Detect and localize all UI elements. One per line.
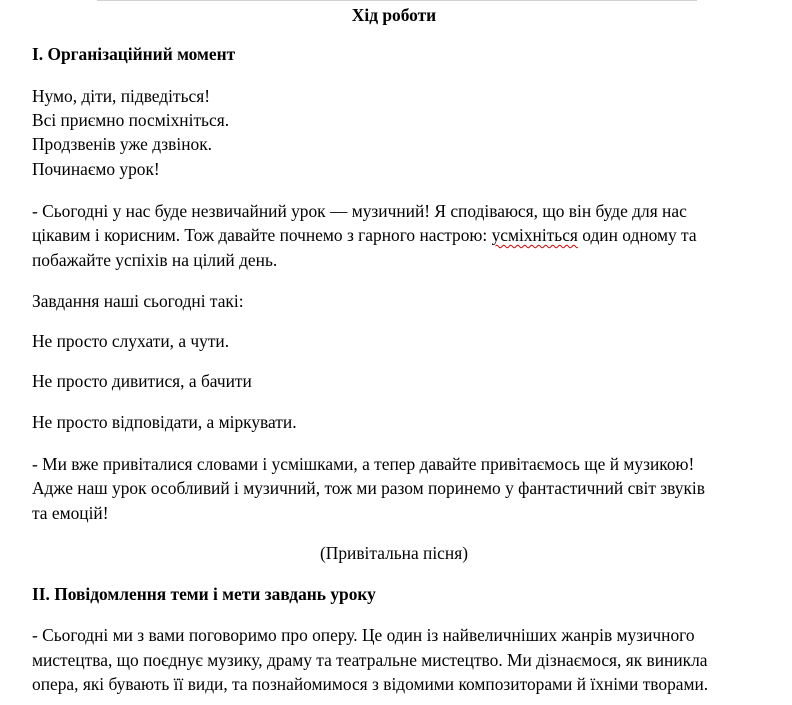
song-note: (Привітальна пісня)	[319, 543, 469, 563]
greeting-paragraph-line: та емоцій!	[32, 503, 109, 523]
page-top-border	[97, 0, 697, 1]
intro-paragraph-line: побажайте успіхів на цілий день.	[32, 250, 278, 270]
poem-line: Нумо, діти, підведіться!	[32, 86, 211, 106]
poem-line: Починаємо урок!	[32, 159, 160, 179]
document-title: Хід роботи	[351, 5, 437, 25]
section-heading-topic: ІІ. Повідомлення теми і мети завдань уроку	[32, 584, 376, 604]
poem-line: Продзвенів уже дзвінок.	[32, 134, 212, 154]
topic-paragraph-line: опера, які бувають її види, та познайомимося з відомими композиторами й їхніми творами.	[32, 674, 709, 694]
topic-paragraph-line: - Сьогодні ми з вами поговоримо про оперу. Це один із найвеличніших жанрів музичного	[32, 625, 695, 645]
poem-line: Всі приємно посміхніться.	[32, 110, 230, 130]
greeting-paragraph-line: Адже наш урок особливий і музичний, тож ми разом поринемо у фантастичний світ звуків	[32, 478, 705, 498]
intro-text-after: один одному та	[577, 225, 697, 245]
task-item: Не просто слухати, а чути.	[32, 331, 230, 351]
topic-paragraph-line: мистецтва, що поєднує музику, драму та театральне мистецтво. Ми дізнаємося, як виникла	[32, 650, 708, 670]
section-heading-organizational: І. Організаційний момент	[32, 44, 236, 64]
tasks-intro: Завдання наші сьогодні такі:	[32, 291, 244, 311]
task-item: Не просто відповідати, а міркувати.	[32, 412, 297, 432]
intro-paragraph-line	[32, 224, 697, 246]
task-item: Не просто дивитися, а бачити	[32, 371, 252, 391]
intro-text-before: цікавим і корисним. Тож давайте почнемо з гарного настрою:	[32, 225, 492, 245]
intro-paragraph-line: - Сьогодні у нас буде незвичайний урок — музичний! Я сподіваюся, що він буде для нас	[32, 201, 687, 221]
greeting-paragraph-line: - Ми вже привіталися словами і усмішками, а тепер давайте привітаємось ще й музикою!	[32, 454, 695, 474]
misspelled-word[interactable]: усміхніться	[491, 225, 578, 245]
